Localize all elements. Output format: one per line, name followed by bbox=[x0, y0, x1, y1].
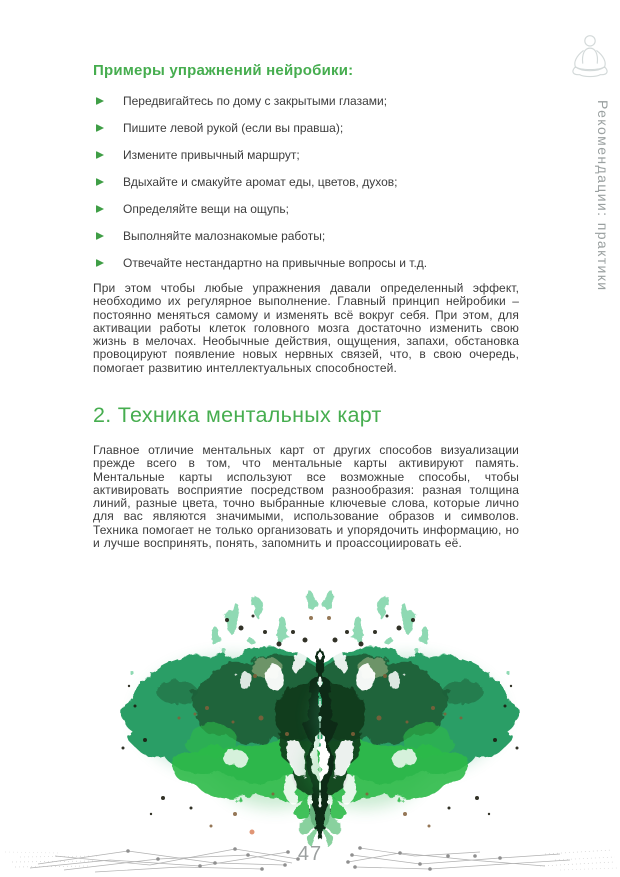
triangle-bullet-icon bbox=[96, 151, 104, 159]
list-item bbox=[93, 94, 523, 108]
list-item-text: Определяйте вещи на ощупь; bbox=[123, 202, 289, 216]
triangle-bullet-icon bbox=[96, 205, 104, 213]
triangle-bullet-icon bbox=[96, 178, 104, 186]
triangle-bullet-icon bbox=[96, 259, 104, 267]
list-item-text: Пишите левой рукой (если вы правша); bbox=[123, 121, 344, 135]
list-item bbox=[93, 148, 523, 162]
list-item bbox=[93, 175, 523, 189]
list-item-text: Выполняйте малознакомые работы; bbox=[123, 229, 326, 243]
list-item-text: Вдыхайте и смакуйте аромат еды, цветов, духов; bbox=[123, 175, 398, 189]
mindmaps-paragraph: Главное отличие ментальных карт от других способов визуализации прежде всего в том, что ментальные карты активируют память. Ментальные карты используют все возможные способы, чтобы активировать восприятие посредством разнообразия: разная толщина линий, разные цвета, точно выбранные ключевые слова, которые лично для вас являются значимыми, использование образов и символов. Техника помогает не только организовать и упорядочить информацию, но и лучше воспринять, понять, запомнить и проассоциировать её. bbox=[93, 443, 519, 551]
watercolor-inkblot-illustration bbox=[115, 588, 525, 850]
list-item-text: Измените привычный маршрут; bbox=[123, 148, 300, 162]
section-heading-mindmaps: 2. Техника ментальных карт bbox=[93, 403, 382, 427]
list-item bbox=[93, 229, 523, 243]
triangle-bullet-icon bbox=[96, 124, 104, 132]
list-item-text: Передвигайтесь по дому с закрытыми глазами; bbox=[123, 94, 388, 108]
neurobics-exercise-list bbox=[93, 94, 523, 283]
triangle-bullet-icon bbox=[96, 97, 104, 105]
triangle-bullet-icon bbox=[96, 232, 104, 240]
list-item-text: Отвечайте нестандартно на привычные вопросы и т.д. bbox=[123, 256, 428, 270]
meditation-icon bbox=[567, 32, 613, 84]
salmon-speck bbox=[250, 830, 255, 835]
list-item bbox=[93, 202, 523, 216]
sidebar-section-label: Рекомендации: практики bbox=[595, 100, 611, 292]
list-item bbox=[93, 121, 523, 135]
list-item bbox=[93, 256, 523, 270]
page-number: 47 bbox=[297, 843, 323, 865]
list-heading: Примеры упражнений нейробики: bbox=[93, 62, 354, 79]
neurobics-paragraph: При этом чтобы любые упражнения давали определенный эффект, необходимо их регулярное выполнение. Главный принцип нейробики – постоянно меняться самому и изменять всё вокруг себя. При этом, для активации работы клеток головного мозга достаточно изменить свою жизнь в мелочах. Необычные действия, ощущения, запахи, обстановка провоцируют появление новых нервных связей, что, в свою очередь, помогает развитию интеллектуальных способностей. bbox=[93, 281, 519, 375]
